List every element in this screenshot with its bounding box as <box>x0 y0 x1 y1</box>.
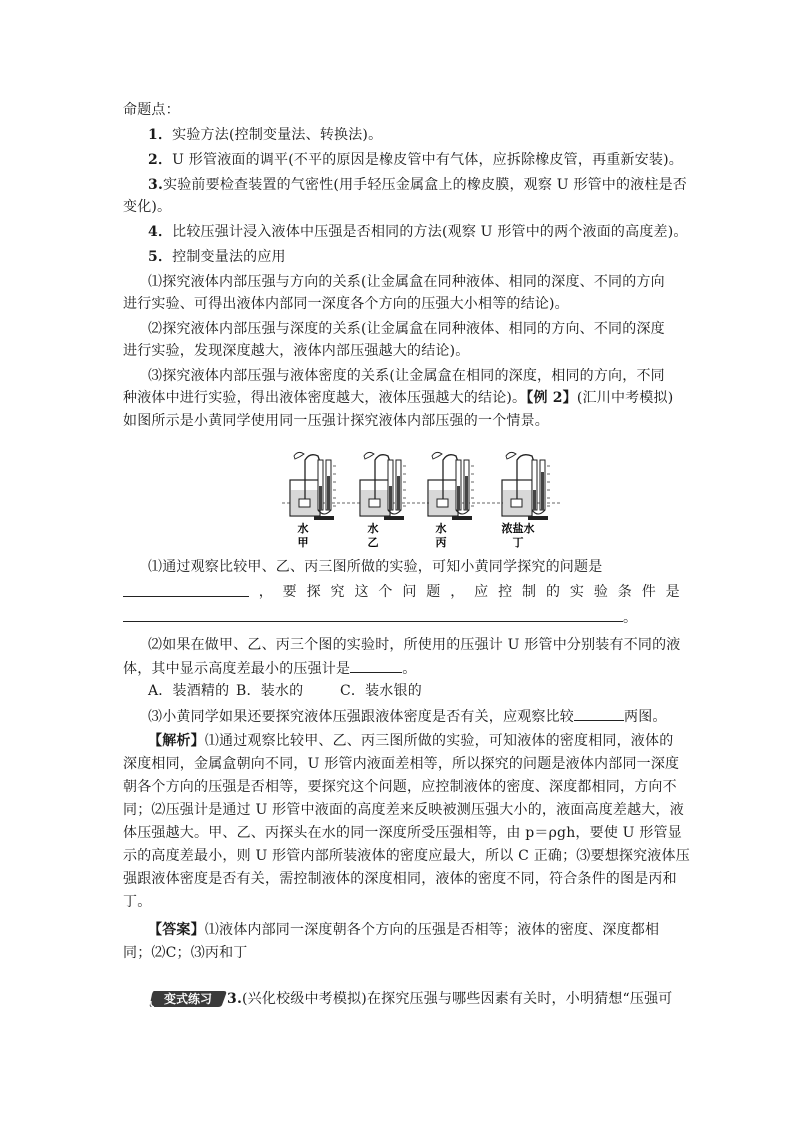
analysis-tag: 【解析】 <box>148 733 205 749</box>
hand-icon-bing <box>432 452 442 459</box>
answer-text: ⑴液体内部同一深度朝各个方向的压强是否相等；液体的密度、深度都相 <box>204 922 660 938</box>
answer-blank-2[interactable] <box>123 607 623 622</box>
liquid-label-jia: 水 <box>297 522 309 535</box>
probe-yi <box>369 499 380 507</box>
answer-blank-3[interactable] <box>350 658 402 673</box>
q3-end: 两图。 <box>624 709 667 725</box>
hand-icon-jia <box>294 452 304 459</box>
q3-text: ⑶小黄同学如果还要探究液体压强跟液体密度是否有关，应观察比较 <box>148 709 574 725</box>
analysis-line-8: 丁。 <box>123 894 152 910</box>
sub-point-1-continued: 进行实验、可得出液体内部同一深度各个方向的压强大小相等的结论)。 <box>123 296 569 312</box>
point-text: 实验前要检查装置的气密性(用手轻压金属盒上的橡皮膜，观察 U 形管中的液柱是否 <box>163 177 687 193</box>
point-1 <box>148 125 708 145</box>
question-2-line-2 <box>123 658 683 679</box>
exercise-badge-label: 变式练习 <box>163 992 212 1006</box>
q1-char: 探 <box>306 584 321 600</box>
manometer-figure <box>270 446 570 550</box>
u-liquid-left-bing <box>457 486 460 510</box>
exercise-text: (兴化校级中考模拟)在探究压强与哪些因素有关时，小明猜想“压强可 <box>242 991 673 1007</box>
point-3-continued: 变化)。 <box>123 199 172 215</box>
analysis-line-2: 深度相同，金属盒朝向不同，U 形管内液面差相等，所以探究的问题是液体内部同一深度 <box>123 756 680 772</box>
point-text: U 形管液面的调平(不平的原因是橡皮管中有气体，应拆除橡皮管，再重新安装)。 <box>172 152 683 168</box>
analysis-line-3: 朝各个方向的压强是否相等，要探究这个问题，应控制液体的密度、深度都相同，方向不 <box>123 779 677 795</box>
sub-point-3: ⑶探究液体内部压强与液体密度的关系(让金属盒在相同的深度，相同的方向，不同 <box>148 368 665 384</box>
q2-text: 体，其中显示高度差最小的压强计是 <box>123 661 351 677</box>
answer-tag: 【答案】 <box>148 922 205 938</box>
sub-point-1: ⑴探究液体内部压强与方向的关系(让金属盒在同种液体、相同的深度、不同的方向 <box>148 274 665 290</box>
u-liquid-right-ding <box>541 472 544 510</box>
point-text: 比较压强计浸入液体中压强是否相同的方法(观察 U 形管中的两个液面的高度差)。 <box>172 224 688 240</box>
liquid-label-bing: 水 <box>435 522 447 535</box>
stand-base-bing <box>452 516 472 520</box>
figure-label-yi: 乙 <box>367 536 379 549</box>
option-b[interactable]: B．装水的 <box>236 683 304 699</box>
figure-label-bing: 丙 <box>435 536 447 549</box>
question-1-line-3 <box>123 607 683 628</box>
stand-base-jia <box>314 516 334 520</box>
q2-end: 。 <box>402 661 417 677</box>
question-1-line-2 <box>123 582 683 602</box>
probe-ding <box>511 499 522 507</box>
example-intro: 如图所示是小黄同学使用同一压强计探究液体内部压强的一个情景。 <box>123 413 549 429</box>
q1-char: 这 <box>354 584 369 600</box>
point-text: 实验方法(控制变量法、转换法)。 <box>172 127 383 143</box>
point-number: 2． <box>148 152 173 168</box>
point-number: 1． <box>148 127 173 143</box>
q1-char: 题 <box>426 584 441 600</box>
q1-char: 究 <box>330 584 345 600</box>
sub-point-2-continued: 进行实验，发现深度越大，液体内部压强越大的结论)。 <box>123 343 470 359</box>
figure-label-ding: 丁 <box>512 536 524 549</box>
question-2-line-1: ⑵如果在做甲、乙、丙三个图的实验时，所使用的压强计 U 形管中分别装有不同的液 <box>148 637 681 653</box>
q1-char: ， <box>450 584 465 600</box>
probe-jia <box>299 499 310 507</box>
q1-char: 应 <box>474 584 489 600</box>
answer-line-1 <box>148 920 708 940</box>
point-4 <box>148 222 708 242</box>
stand-base-yi <box>384 516 404 520</box>
question-2-options <box>148 681 708 701</box>
u-liquid-right-bing <box>465 476 468 510</box>
q1-char: 件 <box>641 584 656 600</box>
q1-end: 。 <box>623 610 638 626</box>
sub-point-3-text: 种液体中进行实验，得出液体密度越大，液体压强越大的结论)。 <box>123 390 527 406</box>
probe-bing <box>437 499 448 507</box>
hand-icon-ding <box>506 452 516 459</box>
u-liquid-left-ding <box>533 490 536 510</box>
liquid-label-ding: 浓盐水 <box>501 522 535 535</box>
q1-char: 制 <box>522 584 537 600</box>
q1-char: 实 <box>569 584 585 600</box>
analysis-text: ⑴通过观察比较甲、乙、丙三图所做的实验，可知液体的密度相同，液体的 <box>204 733 674 749</box>
figure-label-jia: 甲 <box>297 536 309 549</box>
sub-point-3-continued <box>123 388 683 408</box>
q1-char: 个 <box>378 584 393 600</box>
point-2 <box>148 150 708 170</box>
q1-char: 问 <box>402 584 417 600</box>
point-5 <box>148 247 708 267</box>
exercise-question <box>227 989 687 1009</box>
point-number: 3. <box>148 177 164 193</box>
sub-point-2: ⑵探究液体内部压强与深度的关系(让金属盒在同种液体、相同的方向、不同的深度 <box>148 321 665 337</box>
example-source: (汇川中考模拟) <box>576 390 674 406</box>
analysis-line-5: 体压强越大。甲、乙、丙探头在水的同一深度所受压强相等，由 p＝ρgh，要使 U 形管显 <box>123 825 682 841</box>
q1-char: 验 <box>593 584 609 600</box>
q1-char: 是 <box>665 584 680 600</box>
analysis-line-1 <box>148 731 708 751</box>
u-liquid-left-yi <box>389 486 392 510</box>
q1-char: 的 <box>545 584 561 600</box>
answer-blank-1[interactable] <box>123 582 249 597</box>
q1-char: 控 <box>498 584 513 600</box>
answer-blank-4[interactable] <box>574 706 624 721</box>
point-number: 4． <box>148 224 173 240</box>
analysis-line-7: 强跟液体密度是否有关，需控制液体的深度相同，液体的密度不同，符合条件的图是丙和 <box>123 871 677 887</box>
point-3 <box>148 175 708 195</box>
analysis-line-6: 示的高度差最小，则 U 形管内部所装液体的密度应最大，所以 C 正确；⑶要想探究液体压 <box>123 848 690 864</box>
stand-base-ding <box>528 516 548 520</box>
example-tag: 【例 2】 <box>526 390 577 406</box>
u-liquid-left-jia <box>319 486 322 510</box>
question-3 <box>148 706 708 727</box>
point-text: 控制变量法的应用 <box>172 249 286 265</box>
answer-line-2: 同；⑵C；⑶丙和丁 <box>123 945 248 961</box>
analysis-line-4: 同；⑵压强计是通过 U 形管中液面的高度差来反映被测压强大小的，液面高度差越大，液 <box>123 802 684 818</box>
u-tube-bend-ding <box>532 510 545 514</box>
u-liquid-right-yi <box>397 476 400 510</box>
point-number: 5． <box>148 249 173 265</box>
q1-char: 要 <box>282 584 297 600</box>
manometer-diagram <box>270 446 570 550</box>
question-1-line-1: ⑴通过观察比较甲、乙、丙三图所做的实验，可知小黄同学探究的问题是 <box>148 559 603 575</box>
exercise-badge <box>148 989 228 1009</box>
liquid-label-yi: 水 <box>367 522 379 535</box>
hand-icon-yi <box>364 452 374 459</box>
exercise-number: 3. <box>227 991 243 1007</box>
u-liquid-right-jia <box>327 476 330 510</box>
question-1-justified-row <box>123 582 680 602</box>
option-a[interactable]: A．装酒精的 <box>148 683 230 699</box>
q1-char: 条 <box>617 584 632 600</box>
option-c[interactable]: C．装水银的 <box>340 683 422 699</box>
q1-char: ， <box>258 584 273 600</box>
heading: 命题点： <box>123 102 180 118</box>
